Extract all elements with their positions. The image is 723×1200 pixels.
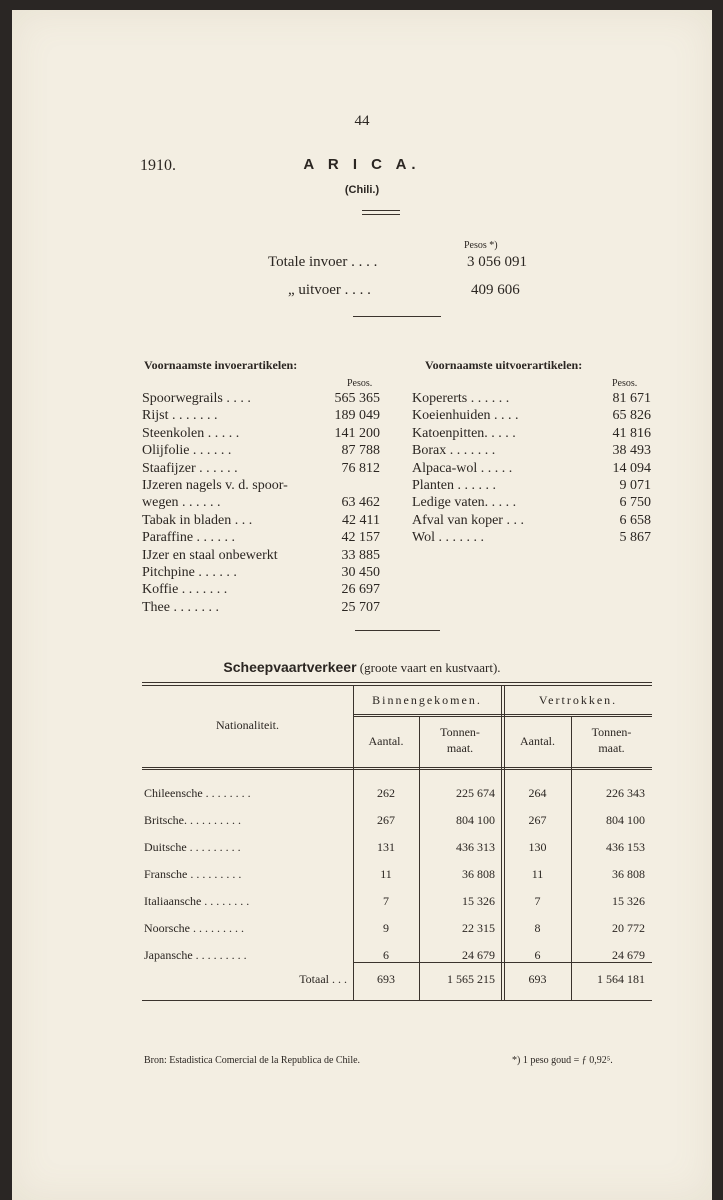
ship-row-in-count: 9 (383, 921, 389, 935)
exports-item-label: Koeienhuiden . . . . (412, 408, 519, 424)
col-divider-3 (501, 685, 502, 1000)
exports-unit: Pesos. (612, 378, 638, 389)
col-out-tonnage-header-1: Tonnen- (591, 725, 632, 739)
table-bottom-rule (142, 1000, 652, 1001)
exports-heading: Voornaamste uitvoerartikelen: (425, 358, 583, 372)
total-export-value: 409 606 (471, 282, 520, 298)
footer-note: *) 1 peso goud = ƒ 0,92⁵. (512, 1055, 613, 1066)
exports-item-label: Kopererts . . . . . . (412, 391, 510, 406)
col-nationality-header: Nationaliteit. (216, 718, 279, 732)
col-in-tonnage-header-1: Tonnen- (440, 725, 480, 739)
total-row-label: Totaal . . . (299, 972, 347, 986)
ship-row-out-tonnage: 24 679 (612, 948, 645, 962)
ship-row-out-count: 6 (534, 948, 541, 962)
ship-row-nationality: Britsche. . . . . . . . . . (144, 813, 241, 827)
ship-row-out-count: 264 (528, 786, 547, 800)
ship-row-out-count: 267 (528, 813, 547, 827)
total-out-count: 693 (528, 972, 547, 986)
ship-row-nationality: Noorsche . . . . . . . . . (144, 921, 244, 935)
exports-item-value: 9 071 (619, 478, 651, 493)
ship-row-in-tonnage: 24 679 (462, 948, 495, 962)
total-import-label: Totale invoer . . . . (268, 254, 378, 270)
ship-row-in-count: 131 (377, 840, 395, 854)
imports-item-label: Staafijzer . . . . . . (142, 460, 238, 476)
page-subtitle: (Chili.) (344, 184, 380, 196)
exports-item-label: Ledige vaten. . . . . (412, 495, 517, 511)
imports-heading: Voornaamste invoerartikelen: (144, 358, 298, 372)
exports-item-value: 6 658 (619, 512, 651, 528)
imports-item-value: 141 200 (334, 425, 380, 441)
ship-row-in-tonnage: 225 674 (456, 786, 495, 800)
ship-row-in-tonnage: 36 808 (462, 867, 495, 881)
exports-item-value: 65 826 (612, 408, 651, 424)
ship-row-nationality: Chileensche . . . . . . . . (144, 786, 251, 800)
ship-row-out-tonnage: 15 326 (612, 894, 645, 908)
group-rule (353, 714, 652, 715)
exports-item-label: Katoenpitten. . . . . (412, 425, 516, 441)
imports-item-label: Rijst . . . . . . . (142, 408, 218, 424)
ship-row-nationality: Fransche . . . . . . . . . (144, 867, 242, 881)
exports-item-label: Planten . . . . . . (412, 478, 496, 493)
exports-item-value: 14 094 (612, 460, 651, 476)
imports-item-label: Thee . . . . . . . (142, 599, 219, 615)
imports-item-value: 42 411 (342, 512, 380, 528)
header-bottom-rule (142, 767, 652, 768)
table-top-rule-2 (142, 685, 652, 686)
col-in-count-header: Aantal. (368, 734, 404, 748)
ship-row-out-tonnage: 36 808 (612, 867, 645, 881)
total-export-label: „ uitvoer . . . . (288, 282, 371, 298)
imports-item-label: Tabak in bladen . . . (142, 512, 253, 528)
document-page (12, 10, 712, 1200)
imports-item-value: 25 707 (341, 599, 380, 615)
ship-row-in-count: 11 (380, 867, 392, 881)
total-in-count: 693 (377, 972, 395, 986)
footer-source: Bron: Estadistica Comercial de la Republica de Chile. (144, 1055, 361, 1066)
group-rule-2 (353, 716, 652, 717)
ship-row-in-tonnage: 15 326 (462, 894, 495, 908)
ship-row-in-tonnage: 22 315 (462, 921, 495, 935)
imports-item-value: 33 885 (341, 547, 380, 563)
ship-row-out-count: 8 (534, 921, 541, 935)
section-divider (353, 316, 441, 317)
ship-row-out-count: 130 (528, 840, 547, 854)
exports-item-value: 6 750 (619, 495, 651, 511)
totals-unit-header: Pesos *) (464, 240, 498, 251)
col-out-tonnage-header-2: maat. (598, 741, 625, 755)
total-import-value: 3 056 091 (467, 254, 527, 270)
total-out-tonnage: 1 564 181 (597, 972, 645, 986)
exports-item-label: Wol . . . . . . . (412, 530, 484, 546)
year-label: 1910. (140, 157, 176, 174)
imports-item-value: 565 365 (334, 391, 380, 406)
imports-unit: Pesos. (347, 378, 373, 389)
double-rule (362, 210, 400, 215)
page-title: A R I C A. (303, 156, 421, 173)
ship-row-out-tonnage: 226 343 (606, 786, 645, 800)
exports-item-value: 38 493 (612, 443, 651, 459)
ship-row-in-count: 7 (383, 894, 389, 908)
ship-row-out-tonnage: 20 772 (612, 921, 645, 935)
ship-row-nationality: Japansche . . . . . . . . . (144, 948, 247, 962)
ship-row-in-count: 262 (377, 786, 395, 800)
imports-item-value: 189 049 (334, 408, 380, 424)
imports-item-label: Pitchpine . . . . . . (142, 565, 237, 580)
exports-item-value: 5 867 (619, 530, 651, 546)
ship-row-nationality: Italiaansche . . . . . . . . (144, 894, 250, 908)
shipping-title (12, 659, 712, 676)
group-out-header: Vertrokken. (538, 693, 618, 707)
exports-item-label: Borax . . . . . . . (412, 443, 496, 459)
imports-item-label: Spoorwegrails . . . . (142, 391, 251, 406)
ship-row-out-tonnage: 804 100 (606, 813, 645, 827)
ship-row-out-tonnage: 436 153 (606, 840, 645, 854)
total-in-tonnage: 1 565 215 (447, 972, 495, 986)
col-in-tonnage-header-2: maat. (446, 741, 474, 755)
imports-item-value: 63 462 (341, 495, 380, 511)
imports-item-label: Olijfolie . . . . . . (142, 443, 232, 459)
table-top-rule (142, 682, 652, 683)
imports-item-label: wegen . . . . . . (142, 495, 221, 511)
exports-item-label: Afval van koper . . . (412, 512, 524, 528)
imports-item-label: Steenkolen . . . . . (142, 425, 240, 441)
section-divider-2 (355, 630, 440, 631)
imports-item-label: IJzeren nagels v. d. spoor- (142, 478, 288, 493)
ship-row-out-count: 11 (531, 867, 544, 881)
group-in-header: Binnengekomen. (372, 693, 482, 707)
exports-item-label: Alpaca-wol . . . . . (412, 460, 513, 476)
exports-item-value: 41 816 (612, 425, 651, 441)
imports-item-label: Paraffine . . . . . . (142, 530, 236, 546)
imports-item-value: 26 697 (341, 582, 380, 598)
ship-row-in-count: 267 (377, 813, 395, 827)
header-bottom-rule-2 (142, 769, 652, 770)
ship-row-in-count: 6 (383, 948, 389, 962)
ship-row-nationality: Duitsche . . . . . . . . . (144, 840, 241, 854)
shipping-title-main: Scheepvaartverkeer (223, 659, 357, 675)
imports-item-value: 42 157 (341, 530, 380, 546)
ship-row-in-tonnage: 804 100 (456, 813, 495, 827)
imports-item-value: 87 788 (341, 443, 380, 459)
imports-item-value: 76 812 (341, 460, 380, 476)
imports-item-label: Koffie . . . . . . . (142, 582, 228, 598)
shipping-title-sub: (groote vaart en kustvaart). (359, 660, 501, 675)
page-number: 44 (354, 113, 370, 129)
imports-item-label: IJzer en staal onbewerkt (142, 547, 278, 563)
ship-row-out-count: 7 (534, 894, 541, 908)
imports-item-value: 30 450 (341, 565, 380, 580)
ship-row-in-tonnage: 436 313 (456, 840, 495, 854)
exports-item-value: 81 671 (612, 391, 651, 406)
col-out-count-header: Aantal. (520, 734, 555, 748)
